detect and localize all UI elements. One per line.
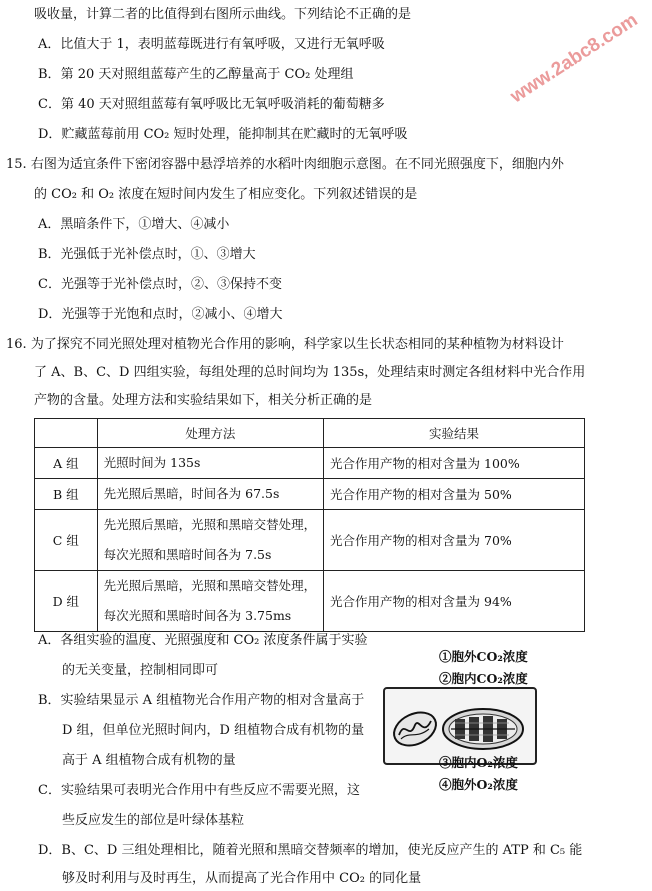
option-text: 光强低于光补偿点时，①、③增大 bbox=[60, 247, 256, 262]
question-number: 15. bbox=[6, 157, 27, 172]
group-cell: D 组 bbox=[35, 571, 98, 632]
option-label: C． bbox=[38, 97, 61, 112]
group-cell: A 组 bbox=[35, 448, 98, 479]
q15-option-b bbox=[38, 246, 256, 264]
option-label: B． bbox=[38, 247, 61, 262]
q16-option-b-line2: D 组，但单位光照时间内，D 组植物合成有机物的量 bbox=[62, 723, 365, 738]
method-line: 每次光照和黑暗时间各为 3.75ms bbox=[103, 608, 292, 623]
table-row bbox=[35, 479, 585, 510]
option-label: B． bbox=[38, 67, 61, 82]
method-cell bbox=[97, 448, 323, 479]
q15-stem-line2: 的 CO₂ 和 O₂ 浓度在短时间内发生了相应变化。下列叙述错误的是 bbox=[34, 187, 418, 202]
q16-option-d-line1: D．B、C、D 三组处理相比，随着光照和黑暗交替频率的增加，使光反应产生的 ATP 和 C₅ 能 bbox=[38, 843, 583, 858]
method-line: 先光照后黑暗，时间各为 67.5s bbox=[103, 486, 280, 501]
result-cell: 光合作用产物的相对含量为 70% bbox=[324, 510, 585, 571]
stem-text: 为了探究不同光照处理对植物光合作用的影响，科学家以生长状态相同的某种植物为材料设计 bbox=[30, 337, 564, 352]
label-extracellular-o2: ④胞外O₂浓度 bbox=[439, 777, 518, 792]
q16-option-b-line3: 高于 A 组植物合成有机物的量 bbox=[62, 753, 236, 768]
q16-stem-line2: 了 A、B、C、D 四组实验，每组处理的总时间均为 135s，处理结束时测定各组材料中光合作用 bbox=[34, 365, 586, 380]
option-text: 光强等于光补偿点时，②、③保持不变 bbox=[60, 277, 282, 292]
option-label: A． bbox=[38, 217, 61, 232]
result-cell: 光合作用产物的相对含量为 100% bbox=[324, 448, 585, 479]
label-extracellular-co2: ①胞外CO₂浓度 bbox=[439, 649, 528, 664]
q16-option-c-line2: 些反应发生的部位是叶绿体基粒 bbox=[62, 813, 245, 828]
watermark bbox=[455, 0, 652, 119]
method-line: 先光照后黑暗，光照和黑暗交替处理， bbox=[103, 578, 317, 593]
option-text: 黑暗条件下，①增大、④减小 bbox=[60, 217, 230, 232]
table-row bbox=[35, 571, 585, 632]
organelles-drawing bbox=[385, 689, 535, 763]
q14-option-a bbox=[38, 36, 385, 54]
q14-intro: 吸收量，计算二者的比值得到右图所示曲线。下列结论不正确的是 bbox=[34, 7, 412, 22]
option-label: C． bbox=[38, 277, 61, 292]
q16-option-a-line1: A．各组实验的温度、光照强度和 CO₂ 浓度条件属于实验 bbox=[38, 633, 368, 648]
table-header: 处理方法 bbox=[97, 419, 323, 448]
option-text: 比值大于 1，表明蓝莓既进行有氧呼吸，又进行无氧呼吸 bbox=[60, 37, 385, 52]
q16-option-c-line1: C．实验结果可表明光合作用中有些反应不需要光照，这 bbox=[38, 783, 360, 798]
q16-option-a-line2: 的无关变量，控制相同即可 bbox=[62, 663, 219, 678]
method-cell bbox=[97, 479, 323, 510]
q16-stem-line1 bbox=[6, 336, 564, 354]
option-text: 第 40 天对照组蓝莓有氧呼吸比无氧呼吸消耗的葡萄糖多 bbox=[60, 97, 385, 112]
label-intracellular-co2: ②胞内CO₂浓度 bbox=[439, 671, 528, 686]
option-text: 贮藏蓝莓前用 CO₂ 短时处理，能抑制其在贮藏时的无氧呼吸 bbox=[61, 127, 408, 142]
chloroplast-icon bbox=[443, 709, 523, 749]
method-cell bbox=[97, 571, 323, 632]
q15-stem-line1 bbox=[6, 156, 564, 174]
q15-option-a bbox=[38, 216, 229, 234]
table-header-row bbox=[35, 419, 585, 448]
table-header bbox=[35, 419, 98, 448]
stem-text: 右图为适宜条件下密闭容器中悬浮培养的水稻叶肉细胞示意图。在不同光照强度下，细胞内外 bbox=[30, 157, 564, 172]
method-line: 光照时间为 135s bbox=[103, 455, 201, 470]
q16-stem-line3: 产物的含量。处理方法和实验结果如下，相关分析正确的是 bbox=[34, 393, 373, 408]
experiment-table bbox=[34, 418, 585, 632]
question-number: 16. bbox=[6, 337, 27, 352]
q14-option-b bbox=[38, 66, 353, 84]
option-label: D． bbox=[38, 307, 62, 322]
method-line: 每次光照和黑暗时间各为 7.5s bbox=[103, 547, 272, 562]
mitochondrion-icon bbox=[389, 706, 442, 752]
table-row bbox=[35, 448, 585, 479]
option-label: D． bbox=[38, 127, 62, 142]
q15-option-d bbox=[38, 306, 282, 324]
q14-option-d bbox=[38, 126, 408, 144]
option-text: 光强等于光饱和点时，②减小、④增大 bbox=[61, 307, 283, 322]
result-cell: 光合作用产物的相对含量为 50% bbox=[324, 479, 585, 510]
label-intracellular-o2: ③胞内O₂浓度 bbox=[439, 755, 518, 770]
table-row bbox=[35, 510, 585, 571]
group-cell: B 组 bbox=[35, 479, 98, 510]
method-cell bbox=[97, 510, 323, 571]
watermark-text: www.2abc8.com bbox=[506, 9, 642, 108]
method-line: 先光照后黑暗，光照和黑暗交替处理， bbox=[103, 517, 317, 532]
q14-option-c bbox=[38, 96, 385, 114]
cell-diagram bbox=[383, 647, 535, 795]
table-header: 实验结果 bbox=[324, 419, 585, 448]
option-text: 第 20 天对照组蓝莓产生的乙醇量高于 CO₂ 处理组 bbox=[60, 67, 354, 82]
q16-option-d-line2: 够及时利用与及时再生，从而提高了光合作用中 CO₂ 的同化量 bbox=[62, 871, 422, 886]
q15-option-c bbox=[38, 276, 282, 294]
q16-option-b-line1: B．实验结果显示 A 组植物光合作用产物的相对含量高于 bbox=[38, 693, 365, 708]
option-label: A． bbox=[38, 37, 61, 52]
group-cell: C 组 bbox=[35, 510, 98, 571]
result-cell: 光合作用产物的相对含量为 94% bbox=[324, 571, 585, 632]
